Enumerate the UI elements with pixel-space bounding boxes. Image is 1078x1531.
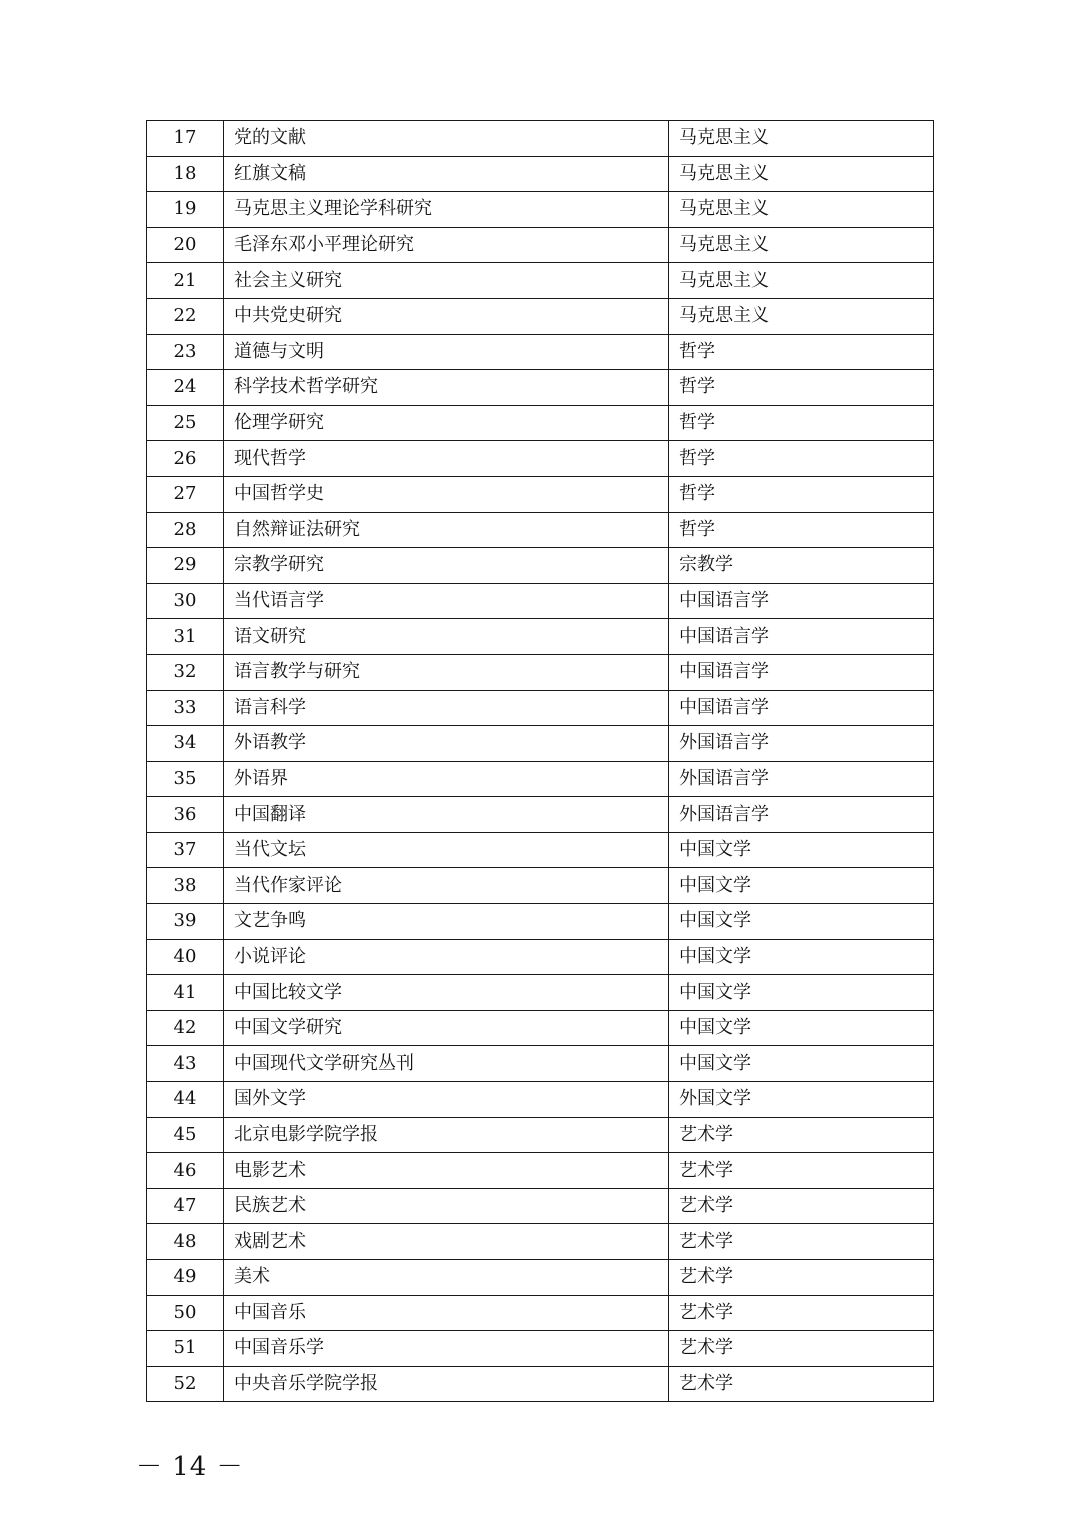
journal-name-cell: 党的文献: [224, 121, 669, 157]
table-row: [147, 263, 934, 299]
table-row: [147, 156, 934, 192]
subject-cell: 艺术学: [669, 1188, 934, 1224]
subject-cell: 马克思主义: [669, 263, 934, 299]
row-number-cell: 52: [147, 1366, 224, 1402]
journal-name-cell: 民族艺术: [224, 1188, 669, 1224]
table-row: [147, 1153, 934, 1189]
subject-cell: 马克思主义: [669, 227, 934, 263]
subject-cell: 中国文学: [669, 904, 934, 940]
subject-cell: 外国语言学: [669, 761, 934, 797]
subject-cell: 宗教学: [669, 548, 934, 584]
journal-name-cell: 外语界: [224, 761, 669, 797]
table-row: [147, 512, 934, 548]
row-number-cell: 46: [147, 1153, 224, 1189]
subject-cell: 艺术学: [669, 1117, 934, 1153]
table-row: [147, 1224, 934, 1260]
journal-name-cell: 北京电影学院学报: [224, 1117, 669, 1153]
table-row: [147, 370, 934, 406]
journal-name-cell: 当代文坛: [224, 832, 669, 868]
row-number-cell: 17: [147, 121, 224, 157]
table-row: [147, 832, 934, 868]
table-row: [147, 619, 934, 655]
row-number-cell: 28: [147, 512, 224, 548]
table-row: [147, 227, 934, 263]
row-number-cell: 38: [147, 868, 224, 904]
subject-cell: 艺术学: [669, 1153, 934, 1189]
subject-cell: 外国语言学: [669, 797, 934, 833]
journal-name-cell: 中国哲学史: [224, 476, 669, 512]
journal-name-cell: 当代语言学: [224, 583, 669, 619]
journal-name-cell: 中国现代文学研究丛刊: [224, 1046, 669, 1082]
table-row: [147, 441, 934, 477]
subject-cell: 中国语言学: [669, 654, 934, 690]
row-number-cell: 33: [147, 690, 224, 726]
journal-name-cell: 现代哲学: [224, 441, 669, 477]
table-row: [147, 1082, 934, 1118]
row-number-cell: 35: [147, 761, 224, 797]
table-row: [147, 654, 934, 690]
journal-name-cell: 当代作家评论: [224, 868, 669, 904]
table-row: [147, 904, 934, 940]
row-number-cell: 25: [147, 405, 224, 441]
table-row: [147, 298, 934, 334]
journal-table: [146, 120, 934, 1402]
journal-name-cell: 自然辩证法研究: [224, 512, 669, 548]
journal-name-cell: 社会主义研究: [224, 263, 669, 299]
subject-cell: 艺术学: [669, 1260, 934, 1296]
row-number-cell: 51: [147, 1331, 224, 1367]
journal-name-cell: 科学技术哲学研究: [224, 370, 669, 406]
table-row: [147, 1188, 934, 1224]
table-row: [147, 939, 934, 975]
row-number-cell: 31: [147, 619, 224, 655]
subject-cell: 外国语言学: [669, 726, 934, 762]
journal-name-cell: 红旗文稿: [224, 156, 669, 192]
row-number-cell: 26: [147, 441, 224, 477]
table-row: [147, 726, 934, 762]
subject-cell: 马克思主义: [669, 156, 934, 192]
journal-name-cell: 道德与文明: [224, 334, 669, 370]
row-number-cell: 36: [147, 797, 224, 833]
subject-cell: 马克思主义: [669, 121, 934, 157]
row-number-cell: 21: [147, 263, 224, 299]
table-row: [147, 1117, 934, 1153]
journal-name-cell: 语言教学与研究: [224, 654, 669, 690]
journal-name-cell: 中央音乐学院学报: [224, 1366, 669, 1402]
row-number-cell: 20: [147, 227, 224, 263]
journal-name-cell: 毛泽东邓小平理论研究: [224, 227, 669, 263]
subject-cell: 哲学: [669, 476, 934, 512]
subject-cell: 哲学: [669, 334, 934, 370]
table-row: [147, 1295, 934, 1331]
subject-cell: 中国文学: [669, 832, 934, 868]
journal-name-cell: 中共党史研究: [224, 298, 669, 334]
row-number-cell: 24: [147, 370, 224, 406]
subject-cell: 哲学: [669, 405, 934, 441]
table-row: [147, 405, 934, 441]
table-row: [147, 975, 934, 1011]
subject-cell: 哲学: [669, 512, 934, 548]
row-number-cell: 39: [147, 904, 224, 940]
subject-cell: 外国文学: [669, 1082, 934, 1118]
table-row: [147, 476, 934, 512]
row-number-cell: 50: [147, 1295, 224, 1331]
table-row: [147, 797, 934, 833]
table-row: [147, 1366, 934, 1402]
subject-cell: 中国语言学: [669, 690, 934, 726]
journal-name-cell: 国外文学: [224, 1082, 669, 1118]
row-number-cell: 41: [147, 975, 224, 1011]
row-number-cell: 19: [147, 192, 224, 228]
table-row: [147, 334, 934, 370]
row-number-cell: 45: [147, 1117, 224, 1153]
row-number-cell: 42: [147, 1010, 224, 1046]
subject-cell: 艺术学: [669, 1224, 934, 1260]
row-number-cell: 47: [147, 1188, 224, 1224]
table-row: [147, 1046, 934, 1082]
journal-name-cell: 戏剧艺术: [224, 1224, 669, 1260]
row-number-cell: 29: [147, 548, 224, 584]
subject-cell: 艺术学: [669, 1295, 934, 1331]
journal-name-cell: 小说评论: [224, 939, 669, 975]
journal-name-cell: 中国比较文学: [224, 975, 669, 1011]
journal-name-cell: 中国音乐学: [224, 1331, 669, 1367]
table-row: [147, 192, 934, 228]
table-row: [147, 690, 934, 726]
journal-table-body: [147, 121, 934, 1402]
subject-cell: 中国语言学: [669, 619, 934, 655]
subject-cell: 中国文学: [669, 975, 934, 1011]
subject-cell: 中国语言学: [669, 583, 934, 619]
row-number-cell: 48: [147, 1224, 224, 1260]
subject-cell: 中国文学: [669, 868, 934, 904]
row-number-cell: 34: [147, 726, 224, 762]
journal-name-cell: 文艺争鸣: [224, 904, 669, 940]
row-number-cell: 43: [147, 1046, 224, 1082]
table-row: [147, 1260, 934, 1296]
table-row: [147, 1010, 934, 1046]
journal-name-cell: 中国翻译: [224, 797, 669, 833]
row-number-cell: 27: [147, 476, 224, 512]
row-number-cell: 23: [147, 334, 224, 370]
row-number-cell: 40: [147, 939, 224, 975]
subject-cell: 哲学: [669, 441, 934, 477]
row-number-cell: 32: [147, 654, 224, 690]
table-row: [147, 1331, 934, 1367]
row-number-cell: 49: [147, 1260, 224, 1296]
journal-name-cell: 中国音乐: [224, 1295, 669, 1331]
journal-name-cell: 美术: [224, 1260, 669, 1296]
row-number-cell: 30: [147, 583, 224, 619]
journal-name-cell: 马克思主义理论学科研究: [224, 192, 669, 228]
subject-cell: 哲学: [669, 370, 934, 406]
table-row: [147, 121, 934, 157]
journal-name-cell: 外语教学: [224, 726, 669, 762]
journal-name-cell: 电影艺术: [224, 1153, 669, 1189]
subject-cell: 中国文学: [669, 939, 934, 975]
row-number-cell: 44: [147, 1082, 224, 1118]
table-row: [147, 583, 934, 619]
journal-name-cell: 宗教学研究: [224, 548, 669, 584]
row-number-cell: 22: [147, 298, 224, 334]
journal-name-cell: 语文研究: [224, 619, 669, 655]
row-number-cell: 37: [147, 832, 224, 868]
table-row: [147, 548, 934, 584]
journal-name-cell: 伦理学研究: [224, 405, 669, 441]
journal-name-cell: 中国文学研究: [224, 1010, 669, 1046]
subject-cell: 中国文学: [669, 1046, 934, 1082]
row-number-cell: 18: [147, 156, 224, 192]
subject-cell: 艺术学: [669, 1331, 934, 1367]
subject-cell: 艺术学: [669, 1366, 934, 1402]
table-row: [147, 868, 934, 904]
subject-cell: 马克思主义: [669, 192, 934, 228]
subject-cell: 马克思主义: [669, 298, 934, 334]
page-number: － 14 －: [136, 1452, 244, 1482]
table-row: [147, 761, 934, 797]
subject-cell: 中国文学: [669, 1010, 934, 1046]
journal-name-cell: 语言科学: [224, 690, 669, 726]
